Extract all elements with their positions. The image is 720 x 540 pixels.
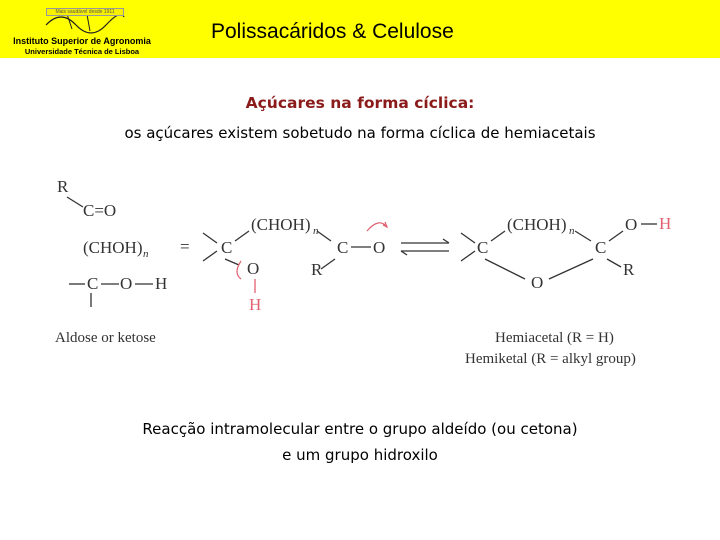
- caption-aldose: Aldose or ketose: [55, 330, 156, 346]
- bond-line: [461, 251, 475, 261]
- bond-line: [235, 231, 249, 241]
- left-oxygen-label: O: [120, 274, 133, 293]
- mid-r-label: R: [311, 260, 323, 279]
- bond-line: [461, 233, 475, 243]
- mid-carbon-1: C: [221, 238, 233, 257]
- right-chain-subscript: n: [569, 225, 575, 237]
- bond-line: [607, 259, 621, 267]
- cyclization-figure: [45, 165, 685, 375]
- bond-line: [491, 231, 505, 241]
- bond-line: [317, 231, 331, 241]
- mid-hydrogen-label: H: [249, 295, 262, 314]
- left-carbon-label: C: [87, 274, 99, 293]
- left-chain-label: (CHOH): [83, 238, 143, 257]
- mid-chain-subscript: n: [313, 225, 319, 237]
- left-chain-subscript: n: [143, 248, 149, 260]
- header-bar: [0, 0, 720, 58]
- caption-hemiketal: Hemiketal (R = alkyl group): [465, 351, 636, 367]
- left-hydrogen-label: H: [155, 274, 168, 293]
- mid-carbonyl-oxygen: O: [373, 238, 386, 257]
- intro-text: os açúcares existem sobetudo na forma cíclica de hemiacetais: [124, 124, 596, 142]
- right-r-label: R: [623, 260, 635, 279]
- right-top-oxygen: O: [625, 215, 638, 234]
- bond-line: [203, 233, 217, 243]
- bond-line: [549, 259, 593, 279]
- bond-line: [203, 251, 217, 261]
- right-carbon-2: C: [595, 238, 607, 257]
- right-ring-oxygen: O: [531, 273, 544, 292]
- equals-sign: =: [180, 237, 190, 256]
- explanation-line-1: Reacção intramolecular entre o grupo aldeído (ou cetona): [142, 420, 578, 438]
- mid-chain-label: (CHOH): [251, 215, 311, 234]
- logo-line-2: Universidade Técnica de Lisboa: [24, 47, 140, 56]
- left-r-label: R: [57, 177, 69, 196]
- bond-line: [67, 197, 83, 207]
- bond-line: [575, 231, 591, 241]
- bond-line: [609, 231, 623, 241]
- bond-line: [485, 259, 525, 279]
- bond-line: [225, 259, 239, 265]
- institute-logo: [6, 5, 158, 55]
- mid-carbon-2: C: [337, 238, 349, 257]
- caption-hemiacetal: Hemiacetal (R = H): [495, 330, 614, 346]
- logo-banner: Mais saudável desde 1911: [46, 8, 124, 16]
- logo-line-1: Instituto Superior de Agronomia: [13, 36, 151, 46]
- page-title: Polissacáridos & Celulose: [211, 20, 454, 43]
- right-chain-label: (CHOH): [507, 215, 567, 234]
- explanation-line-2: e um grupo hidroxilo: [282, 446, 438, 464]
- right-hydrogen-label: H: [659, 214, 672, 233]
- section-subtitle: Açúcares na forma cíclica:: [245, 94, 475, 112]
- bond-line: [321, 259, 335, 269]
- curved-arrow-icon: [367, 223, 387, 231]
- reaction-diagram: [45, 165, 685, 375]
- mid-hydroxyl-oxygen: O: [247, 259, 260, 278]
- left-carbonyl-label: C=O: [83, 201, 117, 220]
- right-carbon-1: C: [477, 238, 489, 257]
